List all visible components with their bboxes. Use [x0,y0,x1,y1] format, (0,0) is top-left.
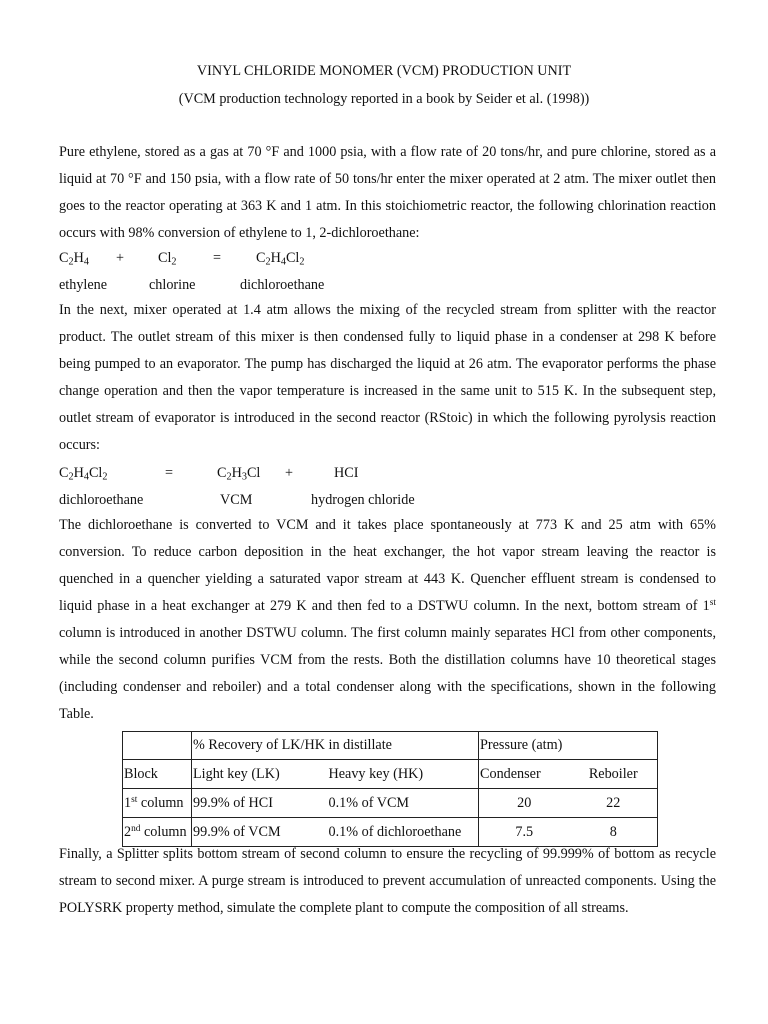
paragraph-conclusion: Finally, a Splitter splits bottom stream of second column to ensure the recycling of 99.999% of bottom as recycle stream to second mixer. A purge stream is introduced to prevent accumulation of unreacted components. Using the POLYSRK property method, simulate the complete plant to compute the composition of all streams. [59,846,716,916]
header-reboiler: Reboiler [569,760,658,789]
formula-chlorine: $Cl_2$ [158,250,177,268]
reboiler-pressure: 22 [569,789,658,818]
pressure-group-header: Pressure (atm) [479,732,658,760]
equals-sign: = [213,250,222,266]
formula-ethylene: $C_2H_4$ [59,250,89,268]
heavy-key-value: 0.1% of VCM [328,789,479,818]
name-hydrogen-chloride: hydrogen chloride [311,492,415,508]
name-ethylene: ethylene [59,277,108,293]
document-subtitle: (VCM production technology reported in a book by Seider et al. (1998)) [178,91,590,107]
block-name: 2nd column [123,818,192,847]
light-key-value: 99.9% of VCM [192,818,328,847]
formula-dichloroethane: $C_2H_4Cl_2$ [59,465,108,483]
name-chlorine: chlorine [149,277,196,293]
light-key-value: 99.9% of HCI [192,789,328,818]
paragraph-separation: The dichloroethane is converted to VCM and it takes place spontaneously at 773 K and 25 atm with 65% conversion. To reduce carbon deposition in the heat exchanger, the hot vapor stream leaving the reactor is quenched in a quencher yielding a saturated vapor stream at 443 K. Quencher effluent stream is condensed to liquid phase in a heat exchanger at 279 K and then fed to a DSTWU column. In the next, bottom stream of 1st column is introduced in another DSTWU column. The first column mainly separates HCl from other components, while the second column purifies VCM from the rests. Both the distillation columns have 10 theoretical stages (including condenser and reboiler) and a total condenser along with the specifications, shown in the following Table. [59,517,716,722]
heavy-key-value: 0.1% of dichloroethane [328,818,479,847]
block-name: 1st column [123,789,192,818]
equals-sign: = [165,465,174,481]
paragraph-process: In the next, mixer operated at 1.4 atm allows the mixing of the recycled stream from splitter with the reactor product. The outlet stream of this mixer is then condensed fully to liquid phase in a condenser at 298 K before being pumped to an evaporator. The pump has discharged the liquid at 26 atm. The evaporator performs the phase change operation and then the vapor temperature is increased in the same unit to 515 K. In the subsequent step, outlet stream of evaporator is introduced in the second reactor (RStoic) in which the following pyrolysis reaction occurs: [59,302,716,453]
reboiler-pressure: 8 [569,818,658,847]
document-title: VINYL CHLORIDE MONOMER (VCM) PRODUCTION UNIT [196,63,572,79]
reaction-2-equation [59,463,479,483]
reaction-1-equation [59,248,459,268]
recovery-group-header: % Recovery of LK/HK in distillate [192,732,479,760]
header-condenser: Condenser [479,760,569,789]
header-block: Block [123,760,192,789]
table-cell-empty [123,732,192,760]
name-dichloroethane: dichloroethane [59,492,144,508]
condenser-pressure: 7.5 [479,818,569,847]
plus-sign: + [285,465,294,481]
formula-dichloroethane: $C_2H_4Cl_2$ [256,250,305,268]
header-light-key: Light key (LK) [192,760,328,789]
header-heavy-key: Heavy key (HK) [328,760,479,789]
formula-hcl: HCI [334,465,359,481]
name-dichloroethane: dichloroethane [240,277,325,293]
reaction-2-names [59,490,479,510]
condenser-pressure: 20 [479,789,569,818]
plus-sign: + [116,250,125,266]
table-row [123,789,658,818]
formula-vcm: $C_2H_3Cl$ [217,465,261,483]
table-group-header-row [123,732,658,760]
reaction-1-names [59,275,459,295]
name-vcm: VCM [220,492,253,508]
table-header-row [123,760,658,789]
paragraph-intro: Pure ethylene, stored as a gas at 70 °F and 1000 psia, with a flow rate of 20 tons/hr, and pure chlorine, stored as a liquid at 70 °F and 150 psia, with a flow rate of 50 tons/hr enter the mixer operated at 2 atm. The mixer outlet then goes to the reactor operating at 363 K and 1 atm. In this stoichiometric reactor, the following chlorination reaction occurs with 98% conversion of ethylene to 1, 2-dichloroethane: [59,144,716,241]
column-specification-table [122,731,658,847]
